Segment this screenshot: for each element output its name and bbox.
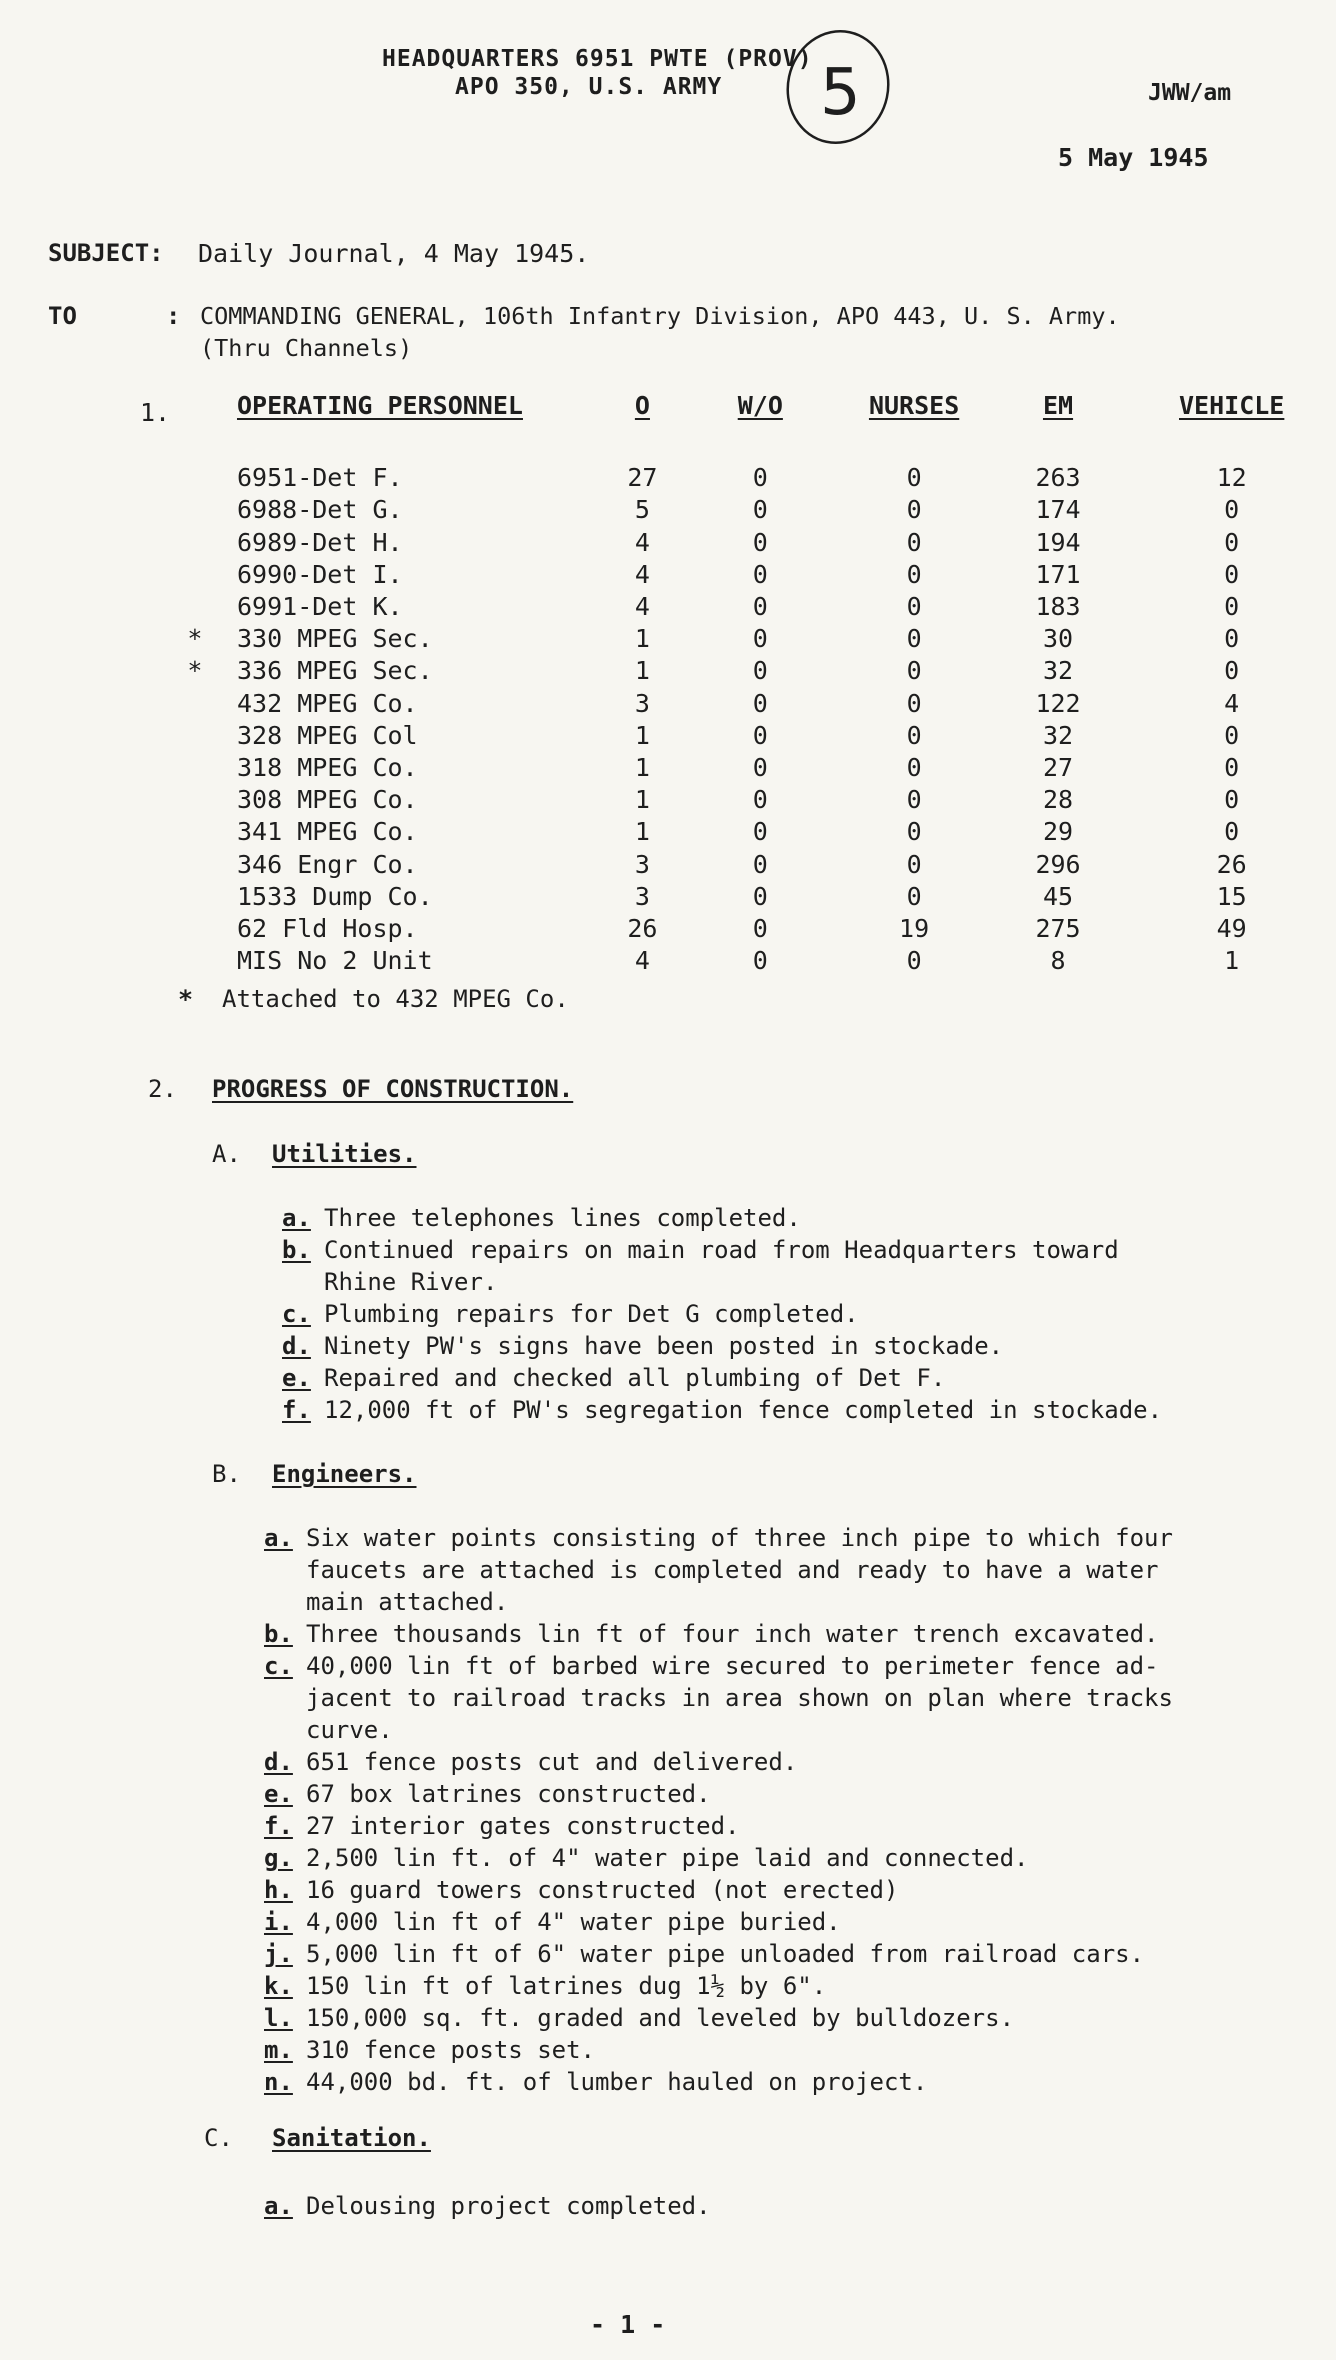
item-letter: c. [264,1652,293,1680]
warrant-officers-count: 0 [752,559,768,589]
column-header-vehicle: VEHICLE [1179,391,1285,420]
row-spacer [140,527,187,559]
row-spacer [140,945,187,977]
item-text: 16 guard towers constructed (not erected) [306,1876,899,1904]
subsection-a-title: Utilities. [272,1140,417,1168]
subsection-c-title: Sanitation. [272,2124,431,2152]
warrant-officers-count: 0 [752,656,768,686]
item-text-continued: main attached. [306,1588,509,1616]
item-letter: l. [264,2004,293,2032]
officers-count: 4 [634,527,650,557]
unit-name: 308 MPEG Co. [236,785,418,815]
warrant-officers-count: 0 [752,785,768,815]
attachment-mark [187,527,227,559]
attachment-mark [187,784,227,816]
vehicle-count: 0 [1224,817,1240,847]
personnel-table [140,390,1336,977]
row-spacer [140,752,187,784]
nurses-count: 0 [906,849,922,879]
to-channels: (Thru Channels) [200,334,413,362]
vehicle-count: 4 [1224,688,1240,718]
utilities-list [282,1202,1262,1426]
table-row [140,688,1336,720]
officers-count: 1 [634,720,650,750]
item-text: 310 fence posts set. [306,2036,595,2064]
row-spacer [140,816,187,848]
item-letter: h. [264,1876,293,1904]
unit-name: 1533 Dump Co. [236,881,433,911]
officers-count: 1 [634,785,650,815]
unit-name: 346 Engr Co. [236,849,418,879]
unit-name: 6990-Det I. [236,559,403,589]
nurses-count: 0 [906,656,922,686]
item-letter: i. [264,1908,293,1936]
enlisted-men-count: 194 [1035,527,1081,557]
table-row [140,494,1336,526]
nurses-count: 0 [906,527,922,557]
vehicle-count: 0 [1224,592,1240,621]
table-row [140,559,1336,591]
attachment-mark [187,881,227,913]
officers-count: 3 [634,849,650,879]
item-letter: c. [282,1300,311,1328]
list-item [282,1362,1262,1394]
list-item [264,1522,1244,1618]
unit-name: 328 MPEG Col [236,720,418,750]
attachment-mark [187,591,227,623]
item-letter: b. [264,1620,293,1648]
item-letter: m. [264,2036,293,2064]
warrant-officers-count: 0 [752,495,768,525]
officers-count: 26 [627,914,658,944]
list-item [264,1746,1244,1778]
list-item [282,1234,1262,1298]
table-row [140,623,1336,655]
unit-name: 62 Fld Hosp. [236,914,418,944]
table-row [140,945,1336,977]
item-letter: k. [264,1972,293,2000]
vehicle-count: 0 [1224,656,1240,686]
list-item [282,1330,1262,1362]
row-spacer [140,494,187,526]
nurses-count: 0 [906,720,922,750]
table-row [140,720,1336,752]
subsection-a-label: A. [212,1140,241,1168]
vehicle-count: 49 [1216,914,1247,944]
row-spacer [140,623,187,655]
column-header-nurses: NURSES [868,391,960,420]
list-item [264,2190,1244,2222]
item-text-continued: faucets are attached is completed and ready to have a water [306,1556,1159,1584]
enlisted-men-count: 296 [1035,849,1081,879]
warrant-officers-count: 0 [752,624,768,654]
officers-count: 4 [634,946,650,976]
list-item [264,1650,1244,1746]
enlisted-men-count: 183 [1035,592,1081,621]
warrant-officers-count: 0 [752,881,768,911]
vehicle-count: 0 [1224,527,1240,557]
item-text: Six water points consisting of three inch pipe to which four [306,1524,1173,1552]
row-spacer [140,559,187,591]
row-spacer [140,462,187,494]
nurses-count: 0 [906,688,922,718]
unit-name: 6991-Det K. [236,592,403,621]
column-header-em: EM [1042,391,1074,420]
item-letter: a. [282,1204,311,1232]
table-row [140,462,1336,494]
to-label: TO [48,302,77,330]
unit-name: 6989-Det H. [236,527,403,557]
item-letter: e. [282,1364,311,1392]
row-spacer [140,655,187,687]
item-text: Repaired and checked all plumbing of Det F. [324,1364,946,1392]
row-spacer [140,784,187,816]
unit-name: MIS No 2 Unit [236,946,433,976]
item-text-continued: jacent to railroad tracks in area shown on plan where tracks [306,1684,1173,1712]
vehicle-count: 1 [1224,946,1240,976]
subsection-b-label: B. [212,1460,241,1488]
header-org-line2: APO 350, U.S. ARMY [455,74,723,100]
row-spacer [140,720,187,752]
item-text: Plumbing repairs for Det G completed. [324,1300,859,1328]
row-spacer [140,849,187,881]
item-text: Continued repairs on main road from Headquarters toward [324,1236,1119,1264]
item-text: 67 box latrines constructed. [306,1780,711,1808]
page-number: - 1 - [590,2310,666,2339]
officers-count: 1 [634,817,650,847]
list-item [264,2066,1244,2098]
header-initials: JWW/am [1148,80,1232,106]
item-letter: f. [264,1812,293,1840]
item-letter: a. [264,1524,293,1552]
enlisted-men-count: 275 [1035,914,1081,944]
vehicle-count: 15 [1216,881,1247,911]
enlisted-men-count: 27 [1042,753,1074,783]
warrant-officers-count: 0 [752,463,768,493]
unit-name: 336 MPEG Sec. [236,656,433,686]
warrant-officers-count: 0 [752,914,768,944]
enlisted-men-count: 32 [1042,720,1074,750]
list-item [282,1394,1262,1426]
table-row [140,784,1336,816]
nurses-count: 0 [906,624,922,654]
circled-page-mark [780,18,896,156]
vehicle-count: 0 [1224,495,1240,525]
warrant-officers-count: 0 [752,720,768,750]
warrant-officers-count: 0 [752,688,768,718]
enlisted-men-count: 174 [1035,495,1081,525]
enlisted-men-count: 28 [1042,785,1074,815]
warrant-officers-count: 0 [752,946,768,976]
enlisted-men-count: 263 [1035,463,1081,493]
item-text: Delousing project completed. [306,2192,711,2220]
item-text: 4,000 lin ft of 4" water pipe buried. [306,1908,841,1936]
item-text: 2,500 lin ft. of 4" water pipe laid and connected. [306,1844,1029,1872]
list-item [264,1810,1244,1842]
attachment-mark [187,688,227,720]
section1-number: 1. [140,398,171,427]
list-item [264,2002,1244,2034]
attachment-mark [187,913,227,945]
table-row [140,655,1336,687]
subsection-b-title: Engineers. [272,1460,417,1488]
nurses-count: 0 [906,785,922,815]
list-item [282,1298,1262,1330]
column-header-wo: W/O [737,391,783,420]
item-letter: j. [264,1940,293,1968]
nurses-count: 0 [906,463,922,493]
list-item [264,1938,1244,1970]
list-item [264,2034,1244,2066]
nurses-count: 0 [906,592,922,621]
unit-name: 6988-Det G. [236,495,403,525]
enlisted-men-count: 29 [1042,817,1074,847]
item-letter: f. [282,1396,311,1424]
row-spacer [140,881,187,913]
officers-count: 1 [634,656,650,686]
vehicle-count: 0 [1224,624,1240,654]
nurses-count: 0 [906,559,922,589]
item-text: 12,000 ft of PW's segregation fence completed in stockade. [324,1396,1163,1424]
unit-name: 432 MPEG Co. [236,688,418,718]
warrant-officers-count: 0 [752,849,768,879]
officers-count: 3 [634,881,650,911]
item-text: 150,000 sq. ft. graded and leveled by bulldozers. [306,2004,1015,2032]
column-header-o: O [634,391,650,420]
item-text-continued: Rhine River. [324,1268,498,1296]
nurses-count: 0 [906,817,922,847]
list-item [264,1778,1244,1810]
item-text: Three telephones lines completed. [324,1204,801,1232]
item-letter: n. [264,2068,293,2096]
table-row [140,913,1336,945]
attachment-mark [187,462,227,494]
officers-count: 5 [634,495,650,525]
table-row [140,816,1336,848]
item-letter: b. [282,1236,311,1264]
table-row [140,591,1336,623]
nurses-count: 0 [906,946,922,976]
officers-count: 1 [634,753,650,783]
list-item [264,1842,1244,1874]
row-spacer [140,591,187,623]
officers-count: 4 [634,559,650,589]
list-item [264,1874,1244,1906]
enlisted-men-count: 45 [1042,881,1074,911]
attachment-mark: * [187,624,203,654]
list-item [264,1618,1244,1650]
vehicle-count: 0 [1224,753,1240,783]
attachment-mark [187,849,227,881]
circled-number: 5 [820,56,861,130]
warrant-officers-count: 0 [752,817,768,847]
enlisted-men-count: 8 [1050,946,1066,976]
warrant-officers-count: 0 [752,592,768,621]
warrant-officers-count: 0 [752,527,768,557]
section2-number: 2. [148,1075,177,1103]
subsection-c-label: C. [204,2124,233,2152]
footnote-text: Attached to 432 MPEG Co. [222,985,569,1013]
subject-label: SUBJECT: [48,239,164,267]
attachment-mark [187,494,227,526]
attachment-mark [187,752,227,784]
vehicle-count: 12 [1216,463,1247,493]
item-text-continued: curve. [306,1716,393,1744]
unit-name: 318 MPEG Co. [236,753,418,783]
item-letter: d. [282,1332,311,1360]
item-text: 150 lin ft of latrines dug 1½ by 6". [306,1972,827,2000]
table-row [140,849,1336,881]
table-row [140,881,1336,913]
unit-name: 341 MPEG Co. [236,817,418,847]
nurses-count: 0 [906,753,922,783]
item-text: 40,000 lin ft of barbed wire secured to perimeter fence ad- [306,1652,1159,1680]
list-item [282,1202,1262,1234]
to-addressee: COMMANDING GENERAL, 106th Infantry Division, APO 443, U. S. Army. [200,302,1120,330]
footnote-mark: * [178,985,194,1014]
item-letter: e. [264,1780,293,1808]
item-text: 5,000 lin ft of 6" water pipe unloaded from railroad cars. [306,1940,1145,1968]
vehicle-count: 0 [1224,785,1240,815]
sanitation-list [264,2190,1244,2222]
officers-count: 27 [627,463,658,493]
vehicle-count: 26 [1216,849,1247,879]
item-text: 651 fence posts cut and delivered. [306,1748,798,1776]
attachment-mark [187,559,227,591]
item-text: Three thousands lin ft of four inch water trench excavated. [306,1620,1159,1648]
attachment-mark: * [187,656,203,686]
section2-title: PROGRESS OF CONSTRUCTION. [212,1075,574,1103]
header-date: 5 May 1945 [1058,143,1209,172]
enlisted-men-count: 30 [1042,624,1074,654]
officers-count: 4 [634,592,650,621]
row-spacer [140,688,187,720]
table-row [140,752,1336,784]
row-spacer [140,913,187,945]
attachment-mark [187,816,227,848]
enlisted-men-count: 122 [1035,688,1081,718]
item-letter: d. [264,1748,293,1776]
officers-count: 3 [634,688,650,718]
officers-count: 1 [634,624,650,654]
nurses-count: 19 [899,914,930,944]
header-org-line1: HEADQUARTERS 6951 PWTE (PROV) [382,46,813,72]
item-letter: a. [264,2192,293,2220]
warrant-officers-count: 0 [752,753,768,783]
enlisted-men-count: 171 [1035,559,1081,589]
vehicle-count: 0 [1224,720,1240,750]
personnel-header-row [140,390,1336,430]
attachment-mark [187,720,227,752]
item-text: 27 interior gates constructed. [306,1812,740,1840]
item-text: Ninety PW's signs have been posted in stockade. [324,1332,1004,1360]
engineers-list [264,1522,1244,2098]
subject-text: Daily Journal, 4 May 1945. [198,239,590,268]
table-row [140,527,1336,559]
column-header-personnel: OPERATING PERSONNEL [236,391,523,420]
unit-name: 330 MPEG Sec. [236,624,433,654]
item-letter: g. [264,1844,293,1872]
nurses-count: 0 [906,495,922,525]
unit-name: 6951-Det F. [236,463,403,493]
attachment-mark [187,945,227,977]
nurses-count: 0 [906,881,922,911]
list-item [264,1970,1244,2002]
item-text: 44,000 bd. ft. of lumber hauled on project. [306,2068,928,2096]
to-colon: : [166,302,181,330]
list-item [264,1906,1244,1938]
vehicle-count: 0 [1224,559,1240,589]
enlisted-men-count: 32 [1042,656,1074,686]
